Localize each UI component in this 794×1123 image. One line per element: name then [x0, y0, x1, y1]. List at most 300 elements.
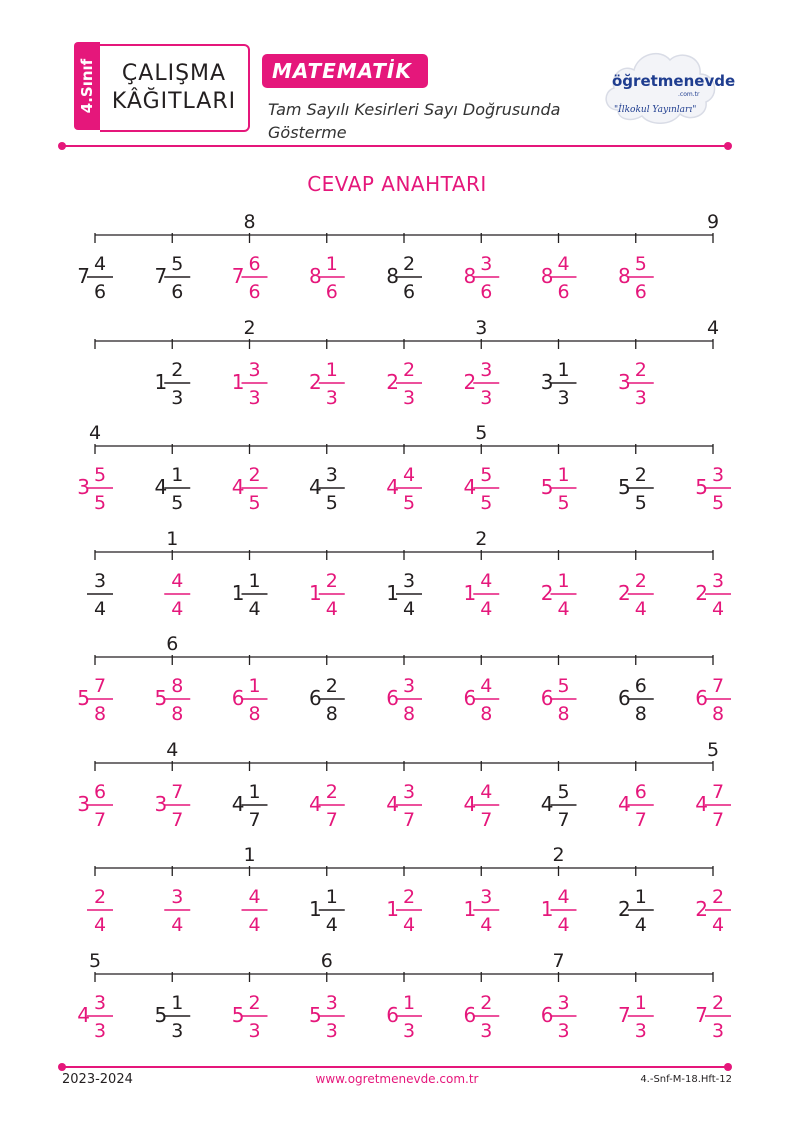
tick-label: 5	[88, 949, 102, 972]
fraction-numerator: 6	[634, 675, 647, 697]
number-line-row	[0, 316, 794, 416]
fraction-whole: 3	[77, 475, 90, 499]
fraction-numerator: 2	[634, 569, 647, 592]
fraction-whole: 1	[386, 897, 399, 921]
fraction-denominator: 8	[325, 703, 338, 725]
fraction-whole: 2	[695, 580, 708, 605]
tick-label: 2	[475, 527, 488, 550]
fraction-numerator: 4	[480, 780, 493, 803]
fraction-numerator: 7	[711, 675, 725, 697]
fraction-whole: 6	[540, 1002, 554, 1027]
answer-fraction	[541, 570, 577, 620]
fraction-denominator: 3	[248, 1019, 261, 1042]
tick-label: 5	[706, 738, 720, 761]
answer-fraction	[386, 992, 422, 1042]
fraction-denominator: 8	[93, 703, 107, 725]
fraction-denominator: 3	[93, 1019, 107, 1042]
fraction-whole: 7	[77, 264, 90, 288]
worksheet-title-box	[100, 44, 250, 132]
fraction-denominator: 3	[557, 386, 570, 409]
tick-label: 4	[706, 316, 720, 339]
answer-fraction	[464, 464, 500, 514]
given-fraction	[155, 992, 191, 1042]
answer-fraction	[618, 570, 654, 620]
footer-divider	[62, 1066, 728, 1068]
fraction-whole: 4	[463, 791, 477, 816]
publisher-logo	[600, 40, 736, 132]
fraction-denominator: 4	[93, 914, 107, 936]
fraction-numerator: 5	[171, 253, 184, 275]
fraction-numerator: 6	[93, 780, 107, 803]
number-line-row	[0, 738, 794, 838]
fraction-numerator: 1	[634, 991, 647, 1014]
fraction-whole: 8	[540, 264, 554, 288]
fraction-denominator: 4	[634, 914, 647, 936]
fraction-whole: 1	[386, 580, 399, 605]
fraction-whole: 4	[618, 791, 631, 816]
topic-title	[268, 98, 608, 144]
fraction-numerator: 2	[325, 780, 338, 803]
number-line-row	[0, 843, 794, 943]
fraction-whole: 1	[309, 897, 322, 921]
fraction-denominator: 5	[171, 492, 184, 514]
fraction-denominator: 5	[634, 492, 647, 514]
fraction-whole: 8	[309, 264, 322, 288]
fraction-numerator: 2	[711, 991, 725, 1014]
answer-fraction	[309, 992, 345, 1042]
fraction-numerator: 5	[557, 780, 570, 803]
fraction-whole: 5	[154, 1002, 168, 1027]
fraction-whole: 6	[231, 686, 245, 710]
answer-fraction	[618, 253, 654, 303]
fraction-whole: 3	[618, 369, 631, 394]
answer-fraction	[541, 464, 577, 514]
answer-fraction	[464, 359, 500, 409]
fraction-numerator: 4	[557, 886, 570, 908]
fraction-numerator: 2	[480, 991, 493, 1014]
topic-line-1: Tam Sayılı Kesirleri Sayı Doğrusunda	[268, 100, 561, 119]
fraction-whole: 4	[231, 475, 245, 499]
fraction-whole: 6	[540, 686, 554, 710]
answer-fraction	[541, 886, 577, 936]
fraction-denominator: 8	[557, 703, 570, 725]
fraction-numerator: 2	[248, 464, 261, 486]
footer-year: 2023-2024	[62, 1072, 133, 1087]
fraction-whole: 7	[695, 1002, 708, 1027]
fraction-whole: 2	[618, 897, 631, 921]
fraction-numerator: 1	[248, 780, 261, 803]
fraction-denominator: 5	[325, 492, 338, 514]
fraction-numerator: 5	[93, 464, 107, 486]
fraction-whole: 5	[540, 475, 554, 499]
tick-label: 7	[552, 949, 565, 972]
answer-fraction	[309, 359, 345, 409]
fraction-denominator: 3	[171, 386, 184, 409]
fraction-numerator: 2	[325, 675, 338, 697]
fraction-whole: 7	[231, 264, 245, 288]
grade-label: 4.Sınıf	[78, 58, 96, 114]
fraction-numerator: 1	[557, 358, 570, 381]
fraction-denominator: 7	[557, 808, 570, 831]
tick-label: 5	[475, 422, 488, 444]
answer-fraction	[464, 675, 500, 725]
fraction-denominator: 8	[171, 703, 184, 725]
answer-fraction	[464, 886, 500, 936]
number-line-row	[0, 210, 794, 310]
fraction-numerator: 3	[248, 358, 261, 381]
fraction-whole: 3	[154, 791, 168, 816]
fraction-numerator: 2	[634, 464, 647, 486]
fraction-numerator: 6	[634, 780, 647, 803]
tick-label: 1	[243, 844, 256, 866]
fraction-numerator: 7	[711, 780, 725, 803]
number-line-row	[0, 632, 794, 732]
fraction-whole: 7	[618, 1002, 631, 1027]
fraction-numerator: 1	[325, 253, 338, 275]
fraction-denominator: 3	[325, 386, 338, 409]
answer-fraction	[164, 886, 190, 936]
answer-fraction	[695, 675, 731, 725]
answer-fraction	[695, 992, 731, 1042]
fraction-numerator: 2	[325, 569, 338, 592]
fraction-denominator: 3	[634, 1019, 647, 1042]
fraction-whole: 4	[231, 791, 245, 816]
fraction-denominator: 5	[480, 492, 493, 514]
fraction-whole: 6	[386, 1002, 399, 1027]
answer-fraction	[618, 359, 654, 409]
fraction-denominator: 6	[480, 281, 493, 303]
answer-fraction	[232, 992, 268, 1042]
fraction-denominator: 6	[171, 281, 184, 303]
fraction-whole: 6	[463, 1002, 477, 1027]
fraction-whole: 4	[386, 791, 399, 816]
fraction-numerator: 5	[634, 253, 647, 275]
fraction-denominator: 4	[171, 597, 184, 620]
answer-fraction	[464, 781, 500, 831]
fraction-numerator: 4	[171, 569, 184, 592]
fraction-numerator: 5	[557, 675, 570, 697]
fraction-numerator: 4	[248, 886, 261, 908]
answer-fraction	[309, 570, 345, 620]
fraction-numerator: 3	[480, 253, 493, 275]
subject-badge: MATEMATİK	[262, 54, 428, 88]
given-fraction	[618, 464, 654, 514]
fraction-denominator: 4	[711, 914, 725, 936]
fraction-numerator: 3	[711, 569, 725, 592]
tick-label: 3	[475, 316, 488, 339]
given-fraction	[386, 253, 422, 303]
fraction-whole: 8	[463, 264, 477, 288]
divider-dot-right	[724, 1063, 732, 1071]
answer-fraction	[77, 781, 113, 831]
fraction-numerator: 3	[93, 569, 107, 592]
fraction-denominator: 4	[402, 914, 416, 936]
fraction-whole: 6	[386, 686, 399, 710]
answer-fraction	[87, 886, 113, 936]
fraction-numerator: 1	[634, 886, 647, 908]
fraction-denominator: 6	[248, 281, 261, 303]
fraction-numerator: 3	[402, 675, 416, 697]
fraction-denominator: 3	[480, 386, 493, 409]
fraction-whole: 2	[463, 369, 477, 394]
answer-fraction	[695, 781, 731, 831]
fraction-denominator: 8	[248, 703, 261, 725]
fraction-whole: 1	[154, 369, 168, 394]
fraction-numerator: 1	[248, 675, 261, 697]
tick-label: 9	[706, 211, 720, 233]
tick-label: 4	[88, 422, 102, 444]
fraction-numerator: 3	[402, 780, 416, 803]
tick-label: 6	[166, 633, 179, 655]
fraction-whole: 1	[463, 580, 477, 605]
fraction-denominator: 5	[711, 492, 725, 514]
answer-fraction	[232, 464, 268, 514]
given-fraction	[541, 359, 577, 409]
answer-fraction	[541, 675, 577, 725]
fraction-denominator: 7	[325, 808, 338, 831]
fraction-denominator: 4	[634, 597, 647, 620]
fraction-denominator: 3	[711, 1019, 725, 1042]
fraction-numerator: 1	[171, 464, 184, 486]
answer-fraction	[464, 253, 500, 303]
tick-label: 2	[552, 844, 565, 866]
fraction-denominator: 4	[325, 914, 338, 936]
answer-fraction	[386, 886, 422, 936]
logo-sub-text: "İlkokul Yayınları"	[614, 105, 697, 115]
fraction-whole: 4	[77, 1002, 90, 1027]
given-fraction	[541, 781, 577, 831]
tick-label: 1	[166, 527, 179, 550]
answer-fraction	[232, 253, 268, 303]
fraction-denominator: 4	[248, 597, 261, 620]
footer-url[interactable]: www.ogretmenevde.com.tr	[315, 1072, 479, 1086]
answer-key-title: CEVAP ANAHTARI	[307, 172, 487, 196]
answer-fraction	[242, 886, 268, 936]
title-line-2: KÂĞITLARI	[111, 89, 237, 114]
fraction-denominator: 6	[634, 281, 647, 303]
fraction-whole: 4	[154, 475, 168, 499]
fraction-denominator: 8	[634, 703, 647, 725]
answer-fraction	[541, 992, 577, 1042]
fraction-denominator: 3	[248, 386, 261, 409]
fraction-denominator: 8	[711, 703, 725, 725]
fraction-whole: 4	[309, 475, 322, 499]
fraction-numerator: 8	[171, 675, 184, 697]
fraction-denominator: 5	[93, 492, 107, 514]
fraction-numerator: 3	[93, 991, 107, 1014]
answer-fraction	[164, 570, 190, 620]
fraction-numerator: 1	[325, 358, 338, 381]
fraction-whole: 4	[386, 475, 399, 499]
fraction-numerator: 2	[402, 886, 416, 908]
tick-label: 6	[320, 949, 333, 972]
fraction-denominator: 5	[248, 492, 261, 514]
fraction-denominator: 7	[480, 808, 493, 831]
given-fraction	[155, 359, 191, 409]
answer-fraction	[77, 992, 113, 1042]
fraction-numerator: 3	[171, 886, 184, 908]
fraction-denominator: 8	[480, 703, 493, 725]
answer-fraction	[464, 992, 500, 1042]
answer-fraction	[386, 675, 422, 725]
fraction-denominator: 7	[171, 808, 184, 831]
tick-label: 4	[166, 738, 179, 761]
fraction-whole: 6	[309, 686, 322, 710]
fraction-numerator: 1	[557, 569, 570, 592]
fraction-numerator: 3	[325, 991, 338, 1014]
logo-domain-text: .com.tr	[678, 91, 700, 98]
fraction-whole: 1	[540, 897, 554, 921]
fraction-whole: 5	[231, 1002, 245, 1027]
fraction-numerator: 1	[557, 464, 570, 486]
answer-fraction	[695, 464, 731, 514]
fraction-whole: 6	[695, 686, 708, 710]
fraction-denominator: 4	[480, 914, 493, 936]
fraction-whole: 2	[695, 897, 708, 921]
fraction-whole: 1	[231, 580, 245, 605]
fraction-denominator: 7	[711, 808, 725, 831]
fraction-whole: 4	[540, 791, 554, 816]
given-fraction	[309, 675, 345, 725]
fraction-numerator: 3	[402, 569, 416, 592]
fraction-denominator: 3	[557, 1019, 570, 1042]
given-fraction	[309, 464, 345, 514]
fraction-numerator: 3	[480, 358, 493, 381]
fraction-whole: 5	[154, 686, 168, 710]
fraction-denominator: 5	[557, 492, 570, 514]
fraction-denominator: 6	[557, 281, 570, 303]
answer-fraction	[309, 253, 345, 303]
fraction-numerator: 2	[711, 886, 725, 908]
fraction-numerator: 4	[402, 464, 416, 486]
answer-fraction	[386, 464, 422, 514]
grade-tab	[74, 42, 100, 130]
logo-main-text: öğretmenevde	[612, 72, 736, 90]
fraction-denominator: 4	[557, 597, 570, 620]
fraction-numerator: 1	[325, 886, 338, 908]
answer-fraction	[695, 886, 731, 936]
fraction-whole: 5	[695, 475, 708, 499]
given-fraction	[232, 781, 268, 831]
fraction-denominator: 4	[93, 597, 107, 620]
fraction-numerator: 2	[634, 358, 647, 381]
answer-fraction	[541, 253, 577, 303]
given-fraction	[232, 570, 268, 620]
fraction-whole: 1	[463, 897, 477, 921]
fraction-whole: 8	[386, 264, 399, 288]
given-fraction	[155, 464, 191, 514]
divider-dot-left	[58, 1063, 66, 1071]
fraction-whole: 8	[618, 264, 631, 288]
fraction-whole: 2	[618, 580, 631, 605]
fraction-denominator: 3	[402, 1019, 416, 1042]
given-fraction	[77, 253, 113, 303]
given-fraction	[386, 570, 422, 620]
header-divider	[62, 145, 728, 147]
fraction-numerator: 4	[480, 569, 493, 592]
fraction-whole: 2	[386, 369, 399, 394]
answer-fraction	[77, 675, 113, 725]
answer-fraction	[77, 464, 113, 514]
fraction-denominator: 8	[402, 703, 416, 725]
given-fraction	[87, 570, 113, 620]
fraction-numerator: 4	[557, 253, 570, 275]
answer-fraction	[464, 570, 500, 620]
topic-line-2: Gösterme	[268, 123, 347, 142]
fraction-denominator: 6	[93, 281, 107, 303]
tick-label: 8	[243, 211, 256, 233]
fraction-numerator: 2	[93, 886, 107, 908]
fraction-whole: 6	[618, 686, 631, 710]
fraction-denominator: 6	[325, 281, 338, 303]
fraction-numerator: 7	[171, 780, 184, 803]
fraction-numerator: 5	[480, 464, 493, 486]
answer-fraction	[618, 992, 654, 1042]
fraction-numerator: 1	[248, 569, 261, 592]
fraction-denominator: 4	[402, 597, 416, 620]
footer-code: 4.-Snf-M-18.Hft-12	[640, 1074, 732, 1085]
fraction-numerator: 6	[248, 253, 261, 275]
divider-dot-right	[724, 142, 732, 150]
fraction-whole: 2	[540, 580, 554, 605]
divider-dot-left	[58, 142, 66, 150]
title-line-1: ÇALIŞMA	[121, 61, 227, 86]
given-fraction	[309, 886, 345, 936]
fraction-denominator: 4	[171, 914, 184, 936]
fraction-numerator: 7	[93, 675, 107, 697]
fraction-whole: 4	[463, 475, 477, 499]
fraction-denominator: 6	[402, 281, 416, 303]
answer-fraction	[232, 359, 268, 409]
fraction-denominator: 3	[634, 386, 647, 409]
answer-fraction	[309, 781, 345, 831]
fraction-denominator: 7	[402, 808, 416, 831]
answer-fraction	[618, 781, 654, 831]
fraction-whole: 1	[231, 369, 245, 394]
fraction-denominator: 4	[480, 597, 493, 620]
fraction-denominator: 4	[248, 914, 261, 936]
fraction-numerator: 4	[93, 253, 107, 275]
tick-label: 2	[243, 316, 256, 339]
fraction-denominator: 4	[711, 597, 725, 620]
fraction-numerator: 1	[171, 991, 184, 1014]
fraction-whole: 2	[309, 369, 322, 394]
fraction-denominator: 4	[557, 914, 570, 936]
fraction-denominator: 3	[171, 1019, 184, 1042]
answer-fraction	[386, 781, 422, 831]
fraction-numerator: 2	[402, 358, 416, 381]
answer-fraction	[155, 675, 191, 725]
answer-fraction	[695, 570, 731, 620]
fraction-whole: 3	[77, 791, 90, 816]
number-line-row	[0, 527, 794, 627]
fraction-whole: 5	[309, 1002, 322, 1027]
fraction-whole: 5	[77, 686, 90, 710]
fraction-denominator: 7	[634, 808, 647, 831]
fraction-numerator: 2	[402, 253, 416, 275]
fraction-numerator: 3	[480, 886, 493, 908]
fraction-whole: 7	[154, 264, 168, 288]
fraction-whole: 4	[309, 791, 322, 816]
given-fraction	[155, 253, 191, 303]
answer-fraction	[386, 359, 422, 409]
fraction-numerator: 3	[325, 464, 338, 486]
number-line-row	[0, 949, 794, 1049]
fraction-numerator: 3	[557, 991, 570, 1014]
fraction-whole: 1	[309, 580, 322, 605]
fraction-numerator: 2	[171, 358, 184, 381]
fraction-numerator: 3	[711, 464, 725, 486]
